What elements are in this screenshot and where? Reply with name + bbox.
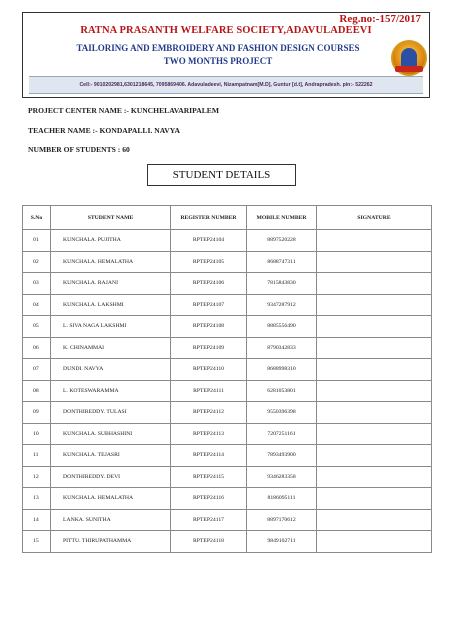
student-table — [22, 205, 432, 553]
cell-sno: 14 — [23, 509, 51, 531]
cell-signature — [317, 273, 432, 295]
cell-mobile-number: 8186095111 — [247, 488, 317, 510]
header-sno: S.No — [23, 206, 51, 230]
project-center-label: PROJECT CENTER NAME :- — [28, 106, 129, 115]
cell-sno: 11 — [23, 445, 51, 467]
cell-register-number: RPTEP24110 — [171, 359, 247, 381]
cell-student-name: LANKA. SUNITHA — [51, 509, 171, 531]
cell-signature — [317, 380, 432, 402]
cell-student-name: KUNCHALA. SUBHASHINI — [51, 423, 171, 445]
header-student-name: STUDENT NAME — [51, 206, 171, 230]
cell-mobile-number: 7815843830 — [247, 273, 317, 295]
cell-sno: 12 — [23, 466, 51, 488]
cell-student-name: PITTU. THIRUPATHAMMA — [51, 531, 171, 553]
table-row — [23, 337, 432, 359]
cell-sno: 08 — [23, 380, 51, 402]
table-row — [23, 230, 432, 252]
cell-signature — [317, 509, 432, 531]
table-row — [23, 251, 432, 273]
cell-sno: 10 — [23, 423, 51, 445]
cell-sno: 04 — [23, 294, 51, 316]
table-row — [23, 509, 432, 531]
table-row — [23, 294, 432, 316]
society-logo-icon — [391, 40, 427, 76]
cell-signature — [317, 466, 432, 488]
cell-signature — [317, 402, 432, 424]
header-register-number: REGISTER NUMBER — [171, 206, 247, 230]
contact-strip: Cell:- 9010202981,6301218645, 7095869406. Adavuladeevi, Nizampatnam[M.D], Guntur [d.t], Andrapradesh. pin:- 522262 — [29, 76, 423, 94]
cell-register-number: RPTEP24114 — [171, 445, 247, 467]
cell-sno: 01 — [23, 230, 51, 252]
cell-signature — [317, 359, 432, 381]
cell-mobile-number: 8688747311 — [247, 251, 317, 273]
cell-student-name: KUNCHALA. HEMALATHA — [51, 488, 171, 510]
cell-register-number: RPTEP24116 — [171, 488, 247, 510]
cell-signature — [317, 531, 432, 553]
cell-student-name: KUNCHALA. TEJASRI — [51, 445, 171, 467]
cell-signature — [317, 445, 432, 467]
cell-sno: 15 — [23, 531, 51, 553]
table-row — [23, 273, 432, 295]
cell-signature — [317, 423, 432, 445]
courses-line: TAILORING AND EMBROIDERY AND FASHION DESIGN COURSES — [76, 43, 360, 53]
cell-student-name: KUNCHALA. HEMALATHA — [51, 251, 171, 273]
cell-mobile-number: 8688998310 — [247, 359, 317, 381]
cell-student-name: L. SIVA NAGA LAKSHMI — [51, 316, 171, 338]
cell-register-number: RPTEP24113 — [171, 423, 247, 445]
cell-student-name: KUNCHALA. RAJANI — [51, 273, 171, 295]
cell-register-number: RPTEP24104 — [171, 230, 247, 252]
cell-sno: 05 — [23, 316, 51, 338]
table-row — [23, 402, 432, 424]
header-mobile-number: MOBILE NUMBER — [247, 206, 317, 230]
header-signature: SIGNATURE — [317, 206, 432, 230]
cell-sno: 07 — [23, 359, 51, 381]
cell-register-number: RPTEP24107 — [171, 294, 247, 316]
cell-mobile-number: 6281053801 — [247, 380, 317, 402]
cell-register-number: RPTEP24108 — [171, 316, 247, 338]
project-duration: TWO MONTHS PROJECT — [163, 56, 273, 66]
registration-number: Reg.no:-157/2017 — [339, 13, 421, 25]
teacher-name-value: KONDAPALLI. NAVYA — [99, 126, 180, 135]
cell-signature — [317, 488, 432, 510]
teacher-name-label: TEACHER NAME :- — [28, 126, 98, 135]
cell-signature — [317, 251, 432, 273]
number-of-students — [28, 145, 130, 154]
cell-sno: 09 — [23, 402, 51, 424]
cell-register-number: RPTEP24112 — [171, 402, 247, 424]
cell-signature — [317, 294, 432, 316]
table-row — [23, 380, 432, 402]
table-header-row — [23, 206, 432, 230]
table-row — [23, 445, 432, 467]
cell-sno: 02 — [23, 251, 51, 273]
cell-signature — [317, 230, 432, 252]
table-row — [23, 359, 432, 381]
cell-sno: 06 — [23, 337, 51, 359]
cell-register-number: RPTEP24105 — [171, 251, 247, 273]
cell-register-number: RPTEP24115 — [171, 466, 247, 488]
cell-sno: 03 — [23, 273, 51, 295]
teacher-name — [28, 126, 180, 135]
table-row — [23, 531, 432, 553]
cell-mobile-number: 8790342833 — [247, 337, 317, 359]
cell-register-number: RPTEP24118 — [171, 531, 247, 553]
students-count-label: NUMBER OF STUDENTS : — [28, 145, 121, 154]
letterhead — [22, 12, 430, 98]
cell-register-number: RPTEP24106 — [171, 273, 247, 295]
cell-register-number: RPTEP24111 — [171, 380, 247, 402]
cell-student-name: KUNCHALA. PUJITHA — [51, 230, 171, 252]
cell-student-name: K. CHINAMMAI — [51, 337, 171, 359]
cell-mobile-number: 9347287912 — [247, 294, 317, 316]
table-row — [23, 488, 432, 510]
cell-student-name: DONTHIREDDY. DEVI — [51, 466, 171, 488]
cell-student-name: KUNCHALA. LAKSHMI — [51, 294, 171, 316]
project-center — [28, 106, 219, 115]
cell-register-number: RPTEP24117 — [171, 509, 247, 531]
cell-mobile-number: 8897170612 — [247, 509, 317, 531]
table-row — [23, 316, 432, 338]
cell-mobile-number: 9346283358 — [247, 466, 317, 488]
society-name: RATNA PRASANTH WELFARE SOCIETY,ADAVULADEEVI — [80, 25, 372, 36]
cell-mobile-number: 8897520228 — [247, 230, 317, 252]
cell-mobile-number: 9550396398 — [247, 402, 317, 424]
cell-student-name: DUNDI. NAVYA — [51, 359, 171, 381]
cell-register-number: RPTEP24109 — [171, 337, 247, 359]
table-row — [23, 423, 432, 445]
cell-mobile-number: 7893493900 — [247, 445, 317, 467]
cell-signature — [317, 316, 432, 338]
cell-mobile-number: 8885556490 — [247, 316, 317, 338]
section-title: STUDENT DETAILS — [147, 164, 296, 186]
table-row — [23, 466, 432, 488]
project-center-value: KUNCHELAVARIPALEM — [130, 106, 219, 115]
cell-mobile-number: 9849102711 — [247, 531, 317, 553]
cell-student-name: L. KOTESWARAMMA — [51, 380, 171, 402]
cell-mobile-number: 7207251161 — [247, 423, 317, 445]
students-count-value: 60 — [122, 145, 130, 154]
cell-signature — [317, 337, 432, 359]
cell-student-name: DONTHIREDDY. TULASI — [51, 402, 171, 424]
cell-sno: 13 — [23, 488, 51, 510]
